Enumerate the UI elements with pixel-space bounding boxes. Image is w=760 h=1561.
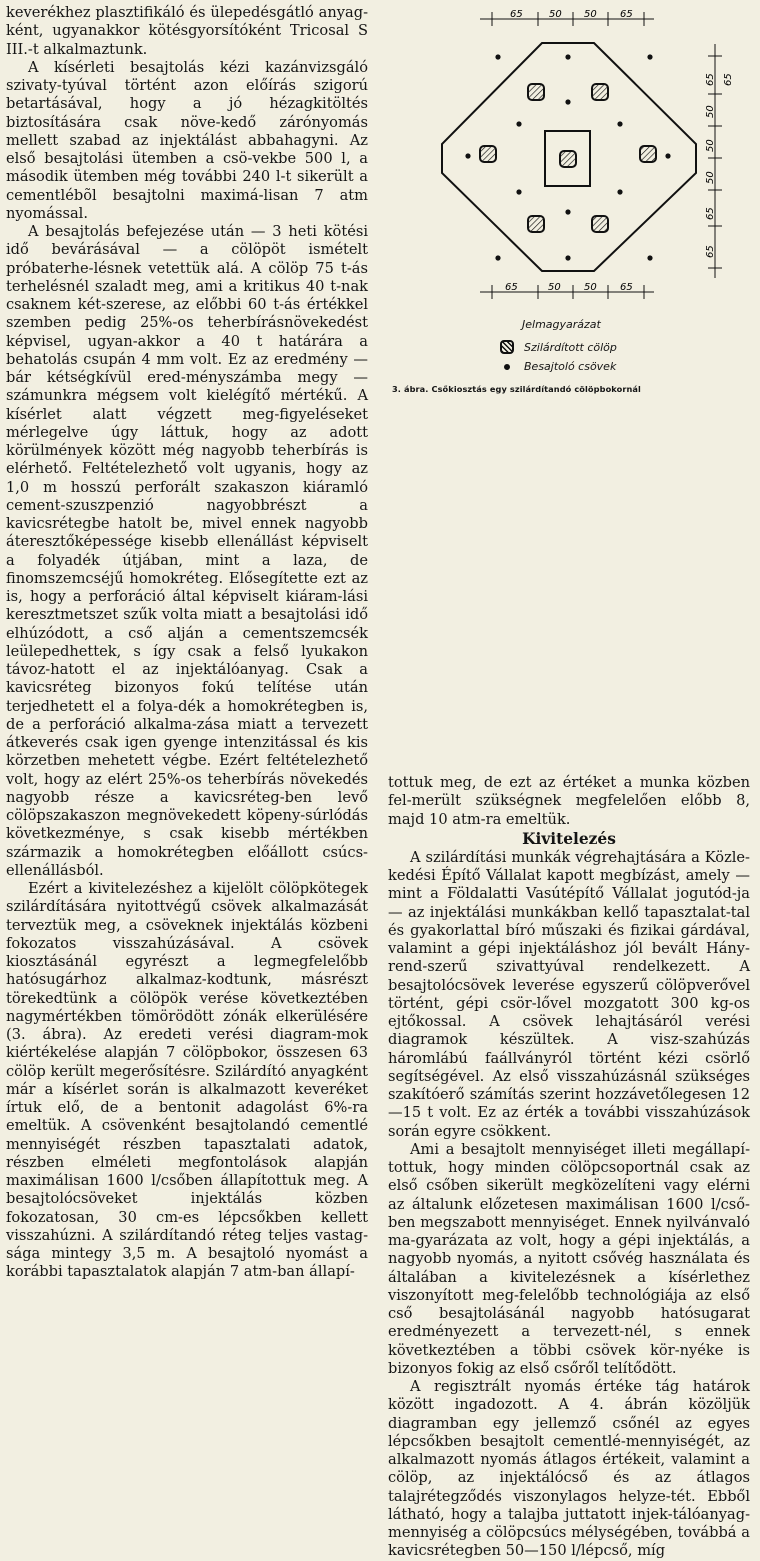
- pile: [528, 84, 544, 100]
- paragraph: Ami a besajtolt mennyiséget illeti megállapí-tottuk, hogy minden cölöpcsoportnál csak az első csőben sikerült megközelíteni vagy elérni az általunk előzetesen maximálisan 1600 l/cső-ben megszabott mennyiséget. Ennek nyilvánvaló ma-gyarázata az volt, hogy a gépi injektálás, a nagyobb nyomás, a nyitott csővég használata és általában a kivitelezésnek a kísérlethez viszonyított meg-felelőbb technológiája az első cső besajtolásánál nagyobb hatósugarat eredményezett a tervezett-nél, s ennek következtében a többi csövek kör-nyéke is bizonyos fokig az első csőről telítődött.: [388, 1140, 750, 1377]
- hatched-pile-icon: [500, 340, 514, 354]
- tube: [565, 209, 570, 214]
- tube: [565, 54, 570, 59]
- pile: [592, 216, 608, 232]
- legend-tube-label: Besajtoló csövek: [524, 360, 617, 373]
- tube: [565, 99, 570, 104]
- dim-bottom-4: 65: [620, 282, 633, 293]
- pile: [528, 216, 544, 232]
- paragraph: keverékhez plasztifikáló és ülepedésgátló anyag-ként, ugyanakkor kötésgyorsítóként Tricosal S III.-t alkalmaztunk.: [6, 4, 368, 58]
- figure-caption: 3. ábra. Csőkiosztás egy szilárdítandó cölöpbokornál: [392, 384, 641, 394]
- dim-right-7: 65: [705, 245, 716, 258]
- tube: [665, 153, 670, 158]
- section-heading: Kivitelezés: [522, 829, 616, 848]
- left-column: [6, 4, 368, 1282]
- paragraph: A besajtolás befejezése után — 3 heti kötési idő bevárásával — a cölöpöt ismételt próbaterhe-lésnek vetettük alá. A cölöp 75 t-ás terhelésnél szaladt meg, ami a kritikus 40 t-nak csaknem két-szerese, az előbbi 60 t-ás értékkel szemben pedig 25%-os teherbírásnövekedést képvisel, ugyan-akkor a 40 t határára a behatolás csupán 4 mm volt. Ez az eredmény — bár kétségkívül ered-ményszámba megy — számunkra mégsem volt kielégítő mértékű. A kísérlet alatt végzett meg-figyeléseket mérlegelve úgy láttuk, hogy az adott körülmények között még nagyobb teherbírás is elérhető. Feltételezhető volt ugyanis, hogy az 1,0 m hosszú perforált szakaszon kiáramló cement-szuszpenzió nagyobbrészt a kavicsrétegbe hatolt be, mivel ennek nagyobb áteresztőképessége kisebb ellenállást képviselt a folyadék útjában, mint a laza, de finomszemcséjű homokréteg. Elősegítette ezt az is, hogy a perforáció által képviselt kiáram-lási keresztmetszet szűk volta miatt a besajtolási idő elhúzódott, a cső alján a cementszemcsék leülepedhettek, s így csak a felső lyukakon távoz-hatott el az injektálóanyag. Csak a kavicsréteg bizonyos fokú telítése után terjedhetett el a folya-dék a homokrétegben is, de a perforáció alkalma-zása miatt a tervezett átkeverés csak igen gyenge intenzitással és kis körzetben mehetett végbe. Ezért feltételezhető volt, hogy az elért 25%-os teherbírás növekedés nagyobb része a kavicsréteg-ben levő cölöpszakaszon megnövekedett köpeny-súrlódás következménye, s csak kisebb mértékben származik a homokrétegben előállott csúcs-ellenállásból.: [6, 223, 368, 879]
- paragraph: A kísérleti besajtolás kézi kazánvizsgáló szivaty-tyúval történt azon előírás szigorú betartásával, hogy a jó hézagkitöltés biztosítására csak növe-kedő zárónyomás mellett szabad az injektálást abbahagyni. Az első besajtolási ütemben a csö-vekbe 500 l, a második ütemben még további 240 l-t sikerült a cementlébõl besajtolni maximá-lisan 7 atm nyomással.: [6, 58, 368, 222]
- tube: [565, 255, 570, 260]
- legend-pile-label: Szilárdított cölöp: [524, 340, 617, 354]
- dim-top-3: 50: [584, 9, 597, 20]
- paragraph: A regisztrált nyomás értéke tág határok között ingadozott. A 4. ábrán közöljük diagramban egy jellemző csőnél az egyes lépcsőkben besajtolt cementlé-mennyiségét, az alkalmazott nyomás átlagos értékeit, valamint a cölöp, az injektálócső és az átlagos talajrétegződés viszonylagos helyze-tét. Ebből látható, hogy a talajba juttatott injek-tálóanyag-mennyiség a cölöpcsúcs mélységében, továbbá a kavicsrétegben 50—150 l/lépcső, míg: [388, 1378, 750, 1560]
- tube: [617, 121, 622, 126]
- dim-top-2: 50: [549, 9, 562, 20]
- legend-item-tube: [500, 360, 616, 373]
- paragraph: A szilárdítási munkák végrehajtására a Közle-kedési Építő Vállalat kapott megbízást, amely — mint a Földalatti Vasútépítő Vállalat jogutód-ja — az injektálási munkákban kellő tapasztalat-tal és gyakorlattal bíró műszaki és fizikai gárdával, valamint a gépi injektáláshoz jól bevált Hány-rend-szerű szivattyúval rendelkezett. A besajtolócsövek leverése egyszerű cölöpverővel történt, gépi csör-lővel mozgatott 300 kg-os ejtőkossal. A csövek lehajtásáról verési diagramok készültek. A visz-szahúzás háromlábú faállványról történt kézi csörlő segítségével. Az első visszahúzásnál szükséges szakítóerő számítás szerint hozzávetőlegesen 12—15 t volt. Ez az érték a további visszahúzások során egyre csökkent.: [388, 848, 750, 1140]
- dim-right-1: 65: [705, 73, 716, 86]
- dim-right-3: 50: [705, 105, 716, 118]
- legend-title: Jelmagyarázat: [522, 318, 601, 331]
- tube: [495, 255, 500, 260]
- pile: [560, 151, 576, 167]
- dim-top-1: 65: [510, 9, 523, 20]
- pile: [640, 146, 656, 162]
- dim-right-4: 50: [705, 139, 716, 152]
- legend-item-pile: [500, 340, 617, 354]
- dim-bottom-1: 65: [505, 282, 518, 293]
- dot-icon: [504, 364, 510, 370]
- dim-top-4: 65: [620, 9, 633, 20]
- paragraph: Ezért a kivitelezéshez a kijelölt cölöpkötegek szilárdítására nyitottvégű csövek alkalmazását terveztük meg, a csöveknek injektálás közbeni fokozatos visszahúzásával. A csövek kiosztásánál egyrészt a legmegfelelőbb hatósugárhoz alkalmaz-kodtunk, másrészt törekedtünk a cölöpök verése következtében nagymértékben tömörödött zónák elkerülésére (3. ábra). Az eredeti verési diagram-mok kiértékelése alapján 7 cölöpbokor, összesen 63 cölöp került megerősítésre. Szilárdító anyagként már a kísérlet során is alkalmazott keveréket írtuk elő, de a bentonit adagolást 6%-ra emeltük. A csövenként besajtolandó cementlé mennyiségét részben tapasztalati adatok, részben elméleti megfontolások alapján maximálisan 1600 l/csőben állapítottuk meg. A besajtolócsöveket injektálás közben fokozatosan, 30 cm-es lépcsőkben kellett visszahúzni. A szilárdítandó réteg teljes vastag-sága mintegy 3,5 m. A besajtoló nyomást a korábbi tapasztalatok alapján 7 atm-ban állapí-: [6, 880, 368, 1281]
- pile: [592, 84, 608, 100]
- dim-right-2: 65: [723, 73, 734, 86]
- tube: [617, 189, 622, 194]
- tube: [516, 189, 521, 194]
- dim-right-6: 65: [705, 207, 716, 220]
- dim-bottom-2: 50: [548, 282, 561, 293]
- dim-bottom-3: 50: [584, 282, 597, 293]
- right-column: [388, 774, 750, 1561]
- tube: [647, 255, 652, 260]
- tube: [647, 54, 652, 59]
- paragraph: tottuk meg, de ezt az értéket a munka közben fel-merült szükségnek megfelelően előbb 8, majd 10 atm-ra emeltük.: [388, 774, 750, 828]
- tube: [495, 54, 500, 59]
- tube: [465, 153, 470, 158]
- dim-right-5: 50: [705, 171, 716, 184]
- pile: [480, 146, 496, 162]
- tube: [516, 121, 521, 126]
